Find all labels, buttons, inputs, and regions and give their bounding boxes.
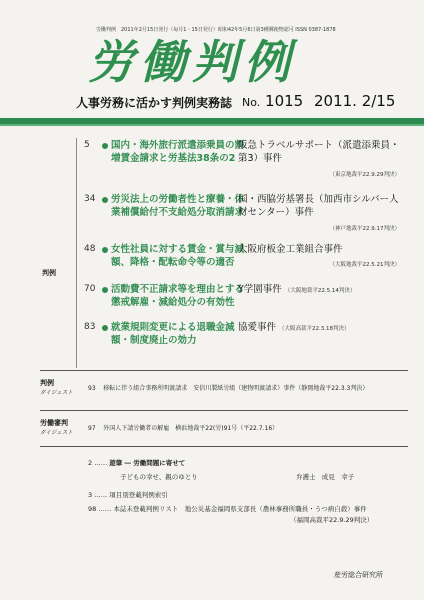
court-ruling: （大阪地裁平22.5.14判決） — [284, 288, 356, 294]
unlisted-title: 本誌未登載判例リスト 地公災基金福岡県支部長（農林事務所職員・うつ病自殺）事件 — [113, 505, 367, 513]
article-title: 国内・海外旅行派遣添乗員の割増賃金請求と労基法38条の2 — [111, 140, 245, 164]
issue-date: 2011. 2/15 — [314, 92, 396, 110]
digest-label — [40, 418, 73, 436]
column-item[interactable]: 2 …… 遊筆 ― 労働問題に寄せて — [88, 459, 186, 467]
article-entry[interactable] — [84, 322, 404, 358]
column-title: 遊筆 ― 労働問題に寄せて — [109, 459, 186, 467]
issue-prefix: No. — [242, 96, 261, 109]
court-ruling: （福岡高裁平22.9.29判決） — [290, 516, 374, 524]
digest-label — [40, 378, 73, 396]
page-number: 5 — [84, 140, 90, 150]
digest-label-text: 判例 — [40, 379, 54, 387]
page-number: 3 — [88, 491, 93, 499]
issue-value: 1015 — [265, 92, 304, 110]
article-title: 活動費不正請求等を理由とする懲戒解雇・減給処分の有効性 — [111, 284, 245, 308]
page-number: 48 — [84, 244, 96, 254]
author-name: 成見 幸子 — [321, 473, 355, 481]
digest-sublabel: ダイジェスト — [40, 390, 73, 396]
article-entry[interactable] — [84, 194, 404, 244]
bullet-dot-icon — [102, 197, 108, 203]
page-number: 2 — [88, 459, 93, 467]
case-name: 大阪府板金工業組合事件 — [238, 244, 343, 255]
bullet-dot-icon — [102, 143, 108, 149]
article-entry[interactable] — [84, 284, 404, 320]
case-title: 協愛事件 — [238, 322, 277, 333]
article-title: 女性社員に対する賃金・賞与減額、降格・配転命令等の適否 — [111, 244, 245, 268]
author-role: 弁護士 — [296, 473, 316, 481]
page-number: 97 — [88, 425, 96, 432]
article-entry[interactable] — [84, 140, 404, 190]
digest-item[interactable] — [88, 383, 368, 392]
divider-line — [40, 410, 408, 411]
publisher-name: 産労総合研究所 — [334, 571, 383, 579]
section-label-hanrei: 判例 — [42, 269, 56, 277]
court-ruling: （神戸地裁平22.9.17判決） — [329, 226, 400, 232]
page-number: 98 — [88, 505, 97, 513]
page-number: 70 — [84, 284, 96, 294]
article-entry[interactable] — [84, 244, 404, 288]
case-title: Y学園事件 — [238, 284, 282, 295]
digest-item[interactable] — [88, 423, 278, 432]
digest-text: 外国人下請労働者の解雇 横浜地裁平22(労)91号（平22.7.16） — [103, 425, 279, 432]
green-divider-light — [0, 124, 424, 126]
bullet-dot-icon — [102, 325, 108, 331]
index-title: 項目別登載判例索引 — [109, 491, 168, 499]
digest-sublabel: ダイジェスト — [40, 430, 73, 436]
bullet-dot-icon — [102, 247, 108, 253]
issue-number — [242, 92, 303, 110]
column-subtitle: 子どもの幸せ、親のゆとり — [120, 473, 198, 481]
case-name — [238, 322, 408, 336]
section-rule — [76, 138, 77, 368]
page-number: 34 — [84, 194, 96, 204]
publication-info: 労働判例 2011年2月15日発行（毎月1・15日発行）昭和42年5月6日第3種郵便物認可 ISSN 0387-1878 — [96, 27, 336, 33]
bullet-dot-icon — [102, 287, 108, 293]
unlisted-item[interactable]: 98 …… 本誌未登載判例リスト 地公災基金福岡県支部長（農林事務所職員・うつ病自殺）事件 — [88, 505, 367, 513]
case-name: 国・西脇労基署長（加西市シルバー人材センター）事件 — [238, 194, 399, 218]
digest-label-text: 労働審判 — [40, 419, 68, 427]
article-title: 就業規則変更による退職金減額・制度廃止の効力 — [111, 322, 235, 346]
divider-line — [40, 446, 408, 447]
magazine-logo: 労働判例 — [88, 35, 296, 89]
article-title: 労災法上の労働者性と療養・休業補償給付不支給処分取消請求 — [111, 194, 245, 218]
page-number: 93 — [88, 385, 96, 392]
divider-line — [40, 370, 408, 371]
page-number: 83 — [84, 322, 96, 332]
digest-text: 移転に伴う組合事務所明渡請求 安信川製紙労組（建物明渡請求）事件（静岡地裁平22.3.3判決） — [103, 385, 369, 392]
court-ruling: （大阪高裁平22.3.18判決） — [279, 326, 350, 332]
author-line — [296, 472, 354, 481]
case-name — [238, 284, 408, 298]
index-item[interactable]: 3 …… 項目別登載判例索引 — [88, 491, 168, 499]
court-ruling: （東京地裁平22.9.29判決） — [329, 172, 400, 178]
magazine-subtitle: 人事労務に活かす判例実務誌 — [76, 96, 233, 110]
court-ruling: （大阪地裁平22.5.21判決） — [329, 262, 400, 268]
case-name: 阪急トラベルサポート（派遣添乗員・第3）事件 — [238, 140, 400, 164]
